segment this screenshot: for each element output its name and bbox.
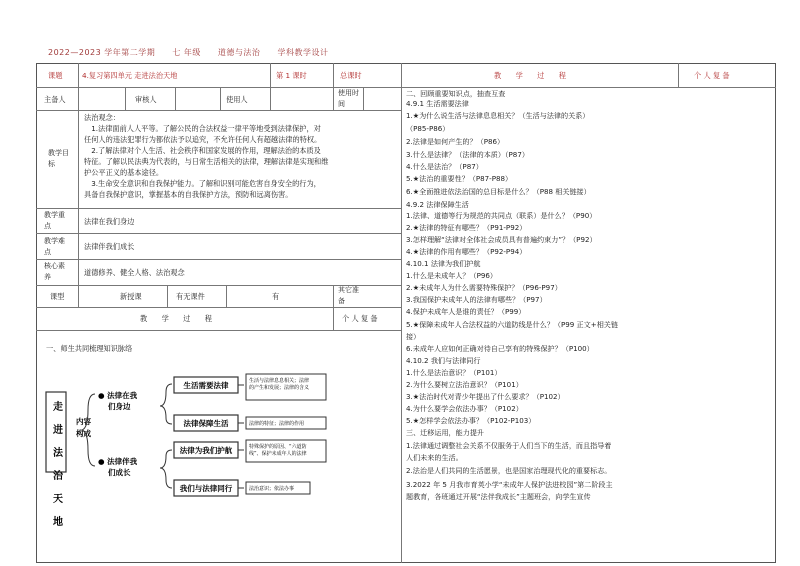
header-title: 学科教学设计	[277, 48, 329, 57]
other-prep-label: 其它准备	[338, 286, 359, 306]
type-value: 新授课	[120, 292, 142, 301]
type-label: 课型	[50, 292, 65, 301]
goal-text: 法治观念： 1.法律面前人人平等。了解公民的合法权益一律平等地受到法律保护，对 任何人的违法犯罪行为都依法予以追究，不允许任何人有超越法律的特权。 2.了解法律对个人生活、社会秩序和国家发展的作用，理解法治的本质及 特征。了解以民法典为代表的，与日常生活相关的法律，理解法律是实现和维 护公平正义的基本途径。 3.生命安全意识和自我保护能力。了解和识别可能危害自身安全的行为， 具备自我保护意识，掌握基本的自我保护方法，预防和远离伤害。	[84, 113, 329, 199]
personal-header: 个 人 复 备	[694, 71, 730, 80]
preparer-label: 主备人	[44, 95, 66, 104]
mindmap-note1: 生活与法律息息相关；法律的产生和发展；法律的含义	[249, 378, 310, 391]
sub-personal-header: 个 人 复 备	[342, 314, 378, 323]
mindmap-node1: 生活需要法律	[183, 381, 229, 390]
user-label: 使用人	[226, 95, 248, 104]
section-1-title: 一、师生共同梳理知识脉络	[46, 344, 133, 353]
mindmap-content: 内容构成	[76, 417, 91, 438]
mindmap-node4: 我们与法律同行	[179, 484, 233, 493]
mindmap-node3: 法律为我们护航	[179, 446, 233, 455]
page-header	[48, 47, 342, 58]
mindmap-note3: 特殊保护的原因、“六道防线”、保护未成年人的法律	[249, 444, 307, 457]
process-header: 教 学 过 程	[494, 71, 566, 80]
key-value: 法律在我们身边	[84, 217, 135, 226]
goal-label: 教学目标	[48, 149, 69, 169]
mindmap-branch1: ● 法律在我们身边	[98, 391, 138, 411]
difficulty-label: 教学难点	[44, 237, 65, 257]
mindmap-note2: 法律的特征；法律的作用	[249, 421, 305, 427]
topic-value: 4.复习第四单元 走进法治天地	[82, 71, 178, 80]
literacy-value: 道德修养、健全人格、法治观念	[84, 268, 185, 277]
mindmap-branch2: ● 法律伴我们成长	[98, 457, 138, 477]
literacy-label: 核心素养	[44, 262, 65, 282]
topic-label: 课题	[48, 71, 63, 80]
header-grade: 七 年级	[172, 48, 201, 57]
courseware-label: 有无课件	[176, 292, 205, 301]
header-subject: 道德与法治	[217, 48, 261, 57]
mindmap-root: 走进法治天地	[50, 401, 62, 526]
key-label: 教学重点	[44, 211, 65, 231]
lesson-number: 第 1 课时	[276, 71, 307, 80]
mindmap-node2: 法律保障生活	[183, 419, 229, 428]
sub-process-header: 教 学 过 程	[140, 314, 212, 323]
usetime-label: 使用时间	[338, 89, 359, 109]
difficulty-value: 法律伴我们成长	[84, 242, 135, 251]
mindmap-note4: 法治意识；依法办事	[249, 486, 295, 492]
total-lessons-label: 总课时	[340, 71, 362, 80]
header-year: 2022—2023 学年第二学期	[48, 48, 156, 57]
reviewer-label: 审核人	[135, 95, 157, 104]
courseware-value: 有	[272, 292, 280, 301]
knowledge-mindmap	[40, 360, 400, 526]
